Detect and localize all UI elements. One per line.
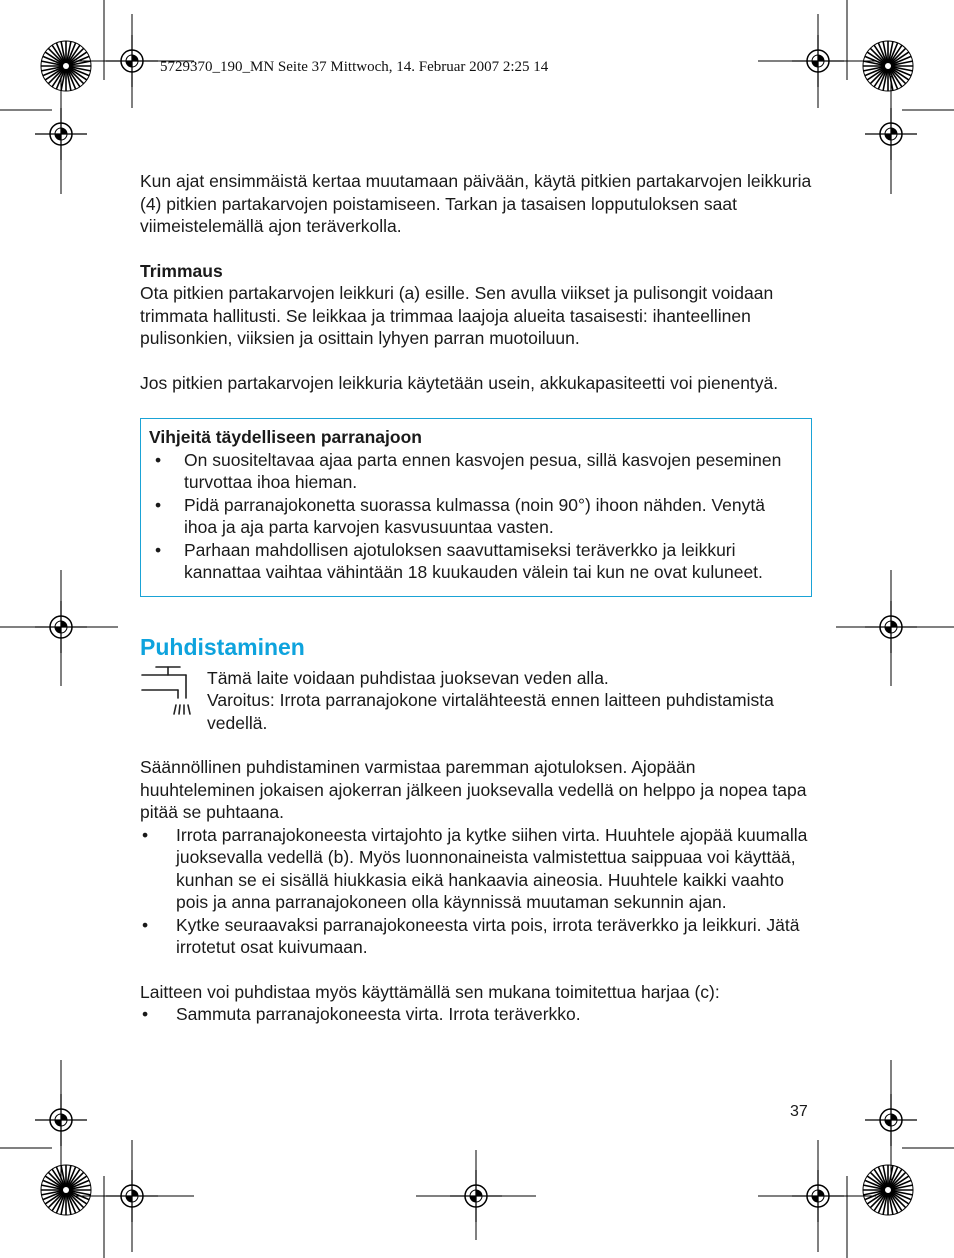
intro-paragraph: Kun ajat ensimmäistä kertaa muutamaan päivään, käytä pitkien partakarvojen leikkuria (4) pitkien partakarvojen poistamiseen. Tarkan ja tasaisen lopputuloksen saat viimeistelemällä ajon teräverkolla. [140, 171, 812, 236]
water-warning [140, 667, 812, 735]
battery-note: Jos pitkien partakarvojen leikkuria käytetään usein, akkukapasiteetti voi pienentyä. [140, 372, 779, 393]
print-slug: 5729370_190_MN Seite 37 Mittwoch, 14. Februar 2007 2:25 14 [160, 59, 549, 75]
list-item: • Irrota parranajokoneesta virtajohto ja kytke siihen virta. Huuhtele ajopää kuumalla juoksevalla vedellä (b). Myös luonnonaineista valmistettua saippuaa voi käyttää, kunhan se ei sisällä hiukkasia eikä hankaavia aineosia. Huuhtele kaikki vaahto pois ja anna parranajokoneen olla käynnissä muutaman sekunnin ajan. [140, 824, 812, 914]
water-warning-text [207, 667, 812, 735]
list-item: • Pidä parranajokonetta suorassa kulmassa (noin 90°) ihoon nähden. Venytä ihoa ja aja parta karvojen kasvusuuntaa vasten. [149, 494, 801, 539]
page-number: 37 [790, 1103, 808, 1120]
section-heading-cleaning: Puhdistaminen [140, 633, 305, 660]
list-item: • Parhaan mahdollisen ajotuloksen saavuttamiseksi teräverkko ja leikkuri kannattaa vaihtaa vähintään 18 kuukauden välein tai kun ne ovat kuluneet. [149, 539, 801, 584]
tips-box [140, 418, 812, 597]
page-content [140, 170, 812, 1026]
brush-list [140, 1003, 812, 1026]
list-item: • Kytke seuraavaksi parranajokoneesta virta pois, irrota teräverkko ja leikkuri. Jätä irrotetut osat kuivumaan. [140, 914, 812, 959]
water-line: Tämä laite voidaan puhdistaa juoksevan veden alla. [207, 667, 609, 688]
trim-heading: Trimmaus [140, 260, 223, 281]
warning-line: Varoitus: Irrota parranajokone virtalähteestä ennen laitteen puhdistamista vedellä. [207, 690, 774, 733]
cleaning-paragraph: Säännöllinen puhdistaminen varmistaa paremman ajotuloksen. Ajopään huuhteleminen jokaisen ajokerran jälkeen juoksevalla vedellä on helppo ja nopea tapa pitää se puhtaana. [140, 757, 807, 822]
cleaning-list [140, 824, 812, 959]
water-tap-icon [140, 665, 207, 723]
list-item: • On suositeltavaa ajaa parta ennen kasvojen pesua, sillä kasvojen peseminen turvottaa ihoa hieman. [149, 449, 801, 494]
brush-paragraph: Laitteen voi puhdistaa myös käyttämällä sen mukana toimitettua harjaa (c): [140, 981, 720, 1002]
trim-paragraph: Ota pitkien partakarvojen leikkuri (a) esille. Sen avulla viikset ja pulisongit voidaan trimmata hallitusti. Se leikkaa ja trimmaa laajoja alueita tasaisesti: ihanteellinen pulisonkien, viiksien ja osittain lyhyen parran muotoiluun. [140, 283, 774, 348]
tips-title: Vihjeitä täydelliseen parranajoon [149, 427, 422, 447]
list-item: • Sammuta parranajokoneesta virta. Irrota teräverkko. [140, 1003, 812, 1026]
tips-list [149, 449, 801, 584]
